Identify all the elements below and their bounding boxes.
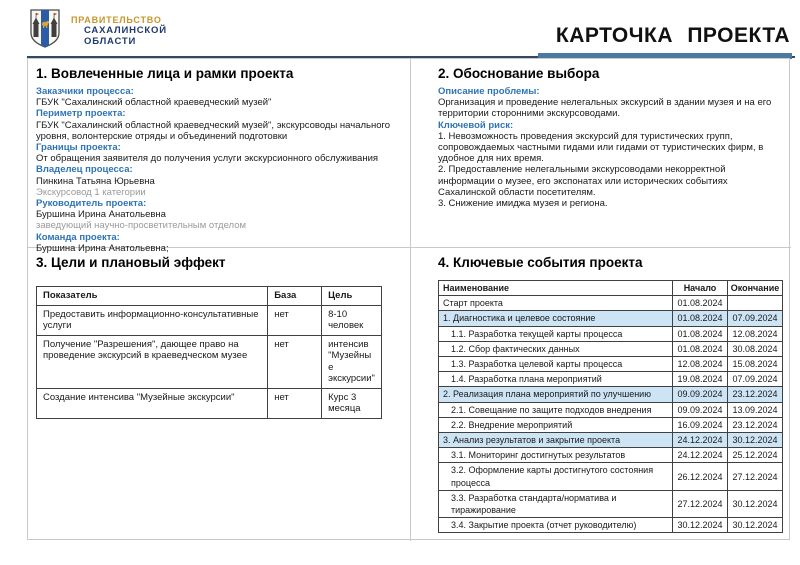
org-name-line3: ОБЛАСТИ: [84, 36, 137, 47]
event-name: 1.1. Разработка текущей карты процесса: [439, 326, 673, 341]
table-row: [439, 402, 783, 417]
events-table: [438, 280, 783, 533]
event-name: 3.1. Мониторинг достигнутых результатов: [439, 448, 673, 463]
event-name: 3.4. Закрытие проекта (отчет руководителю): [439, 518, 673, 533]
event-start: 26.12.2024: [673, 463, 728, 490]
event-end: 30.08.2024: [728, 341, 783, 356]
field-label: Команда проекта:: [36, 231, 120, 243]
section-goals: [28, 248, 411, 541]
sakhalin-coat-of-arms-icon: [28, 8, 62, 48]
table-row: [439, 463, 783, 490]
goal-indicator: Создание интенсива "Музейные экскурсии": [37, 388, 268, 418]
event-end: 30.12.2024: [728, 518, 783, 533]
table-row: [439, 326, 783, 341]
org-name-line2: САХАЛИНСКОЙ: [84, 25, 167, 36]
field-label: Периметр проекта:: [36, 108, 126, 120]
field-label: Руководитель проекта:: [36, 198, 147, 210]
event-name: 1.2. Сбор фактических данных: [439, 341, 673, 356]
goals-header-indicator: Показатель: [37, 287, 268, 306]
table-row: [439, 296, 783, 311]
event-name: 1. Диагностика и целевое состояние: [439, 311, 673, 326]
goals-header-target: Цель: [322, 287, 382, 306]
goal-base: нет: [268, 388, 322, 418]
section3-title: 3. Цели и плановый эффект: [36, 255, 226, 270]
table-row-phase: [439, 311, 783, 326]
event-name: Старт проекта: [439, 296, 673, 311]
goal-indicator: Предоставить информационно-консультативные услуги: [37, 305, 268, 335]
event-name: 2.2. Внедрение мероприятий: [439, 417, 673, 432]
goal-base: нет: [268, 305, 322, 335]
project-card-grid: [27, 58, 790, 540]
field-label: Владелец процесса:: [36, 164, 133, 176]
table-row: [439, 417, 783, 432]
section4-title: 4. Ключевые события проекта: [438, 255, 643, 270]
table-row: [439, 357, 783, 372]
section-involved-persons: [28, 59, 411, 254]
field-label: Границы проекта:: [36, 142, 121, 154]
goal-target: интенсив "Музейные экскурсии": [322, 335, 382, 388]
event-start: 01.08.2024: [673, 341, 728, 356]
table-row: [439, 490, 783, 517]
event-start: 09.09.2024: [673, 387, 728, 402]
event-end: 30.12.2024: [728, 490, 783, 517]
events-header-start: Начало: [673, 281, 728, 296]
event-start: 24.12.2024: [673, 448, 728, 463]
event-end: 07.09.2024: [728, 311, 783, 326]
section1-title: 1. Вовлеченные лица и рамки проекта: [36, 66, 294, 81]
event-start: 30.12.2024: [673, 518, 728, 533]
event-end: 13.09.2024: [728, 402, 783, 417]
risk-item: 2. Предоставление нелегальными экскурсоводами некорректной информации о музее, его экспонатах или исторических событиях Сахалинской области посетителям.: [438, 164, 728, 198]
event-name: 3.3. Разработка стандарта/норматива и тиражирование: [439, 490, 673, 517]
event-name: 3. Анализ результатов и закрытие проекта: [439, 433, 673, 448]
field-value: ГБУК "Сахалинский областной краеведческий музей": [36, 97, 272, 109]
event-start: 12.08.2024: [673, 357, 728, 372]
table-row-phase: [439, 433, 783, 448]
event-start: 01.08.2024: [673, 326, 728, 341]
field-note: заведующий научно-просветительным отделом: [36, 220, 247, 232]
event-name: 1.4. Разработка плана мероприятий: [439, 372, 673, 387]
goals-header-base: База: [268, 287, 322, 306]
event-start: 01.08.2024: [673, 296, 728, 311]
event-end: 23.12.2024: [728, 387, 783, 402]
risk-item: 1. Невозможность проведения экскурсий для туристических групп, сопровождаемых частными гидами или гидами от туристических фирм, в удобное для них время.: [438, 130, 764, 165]
field-value: Пинкина Татьяна Юрьевна: [36, 175, 155, 187]
risk-label: Ключевой риск:: [438, 119, 514, 131]
event-start: 19.08.2024: [673, 372, 728, 387]
table-row: [439, 372, 783, 387]
goals-header-row: [37, 287, 382, 306]
event-end: [728, 296, 783, 311]
section2-title: 2. Обоснование выбора: [438, 66, 600, 81]
page-title: КАРТОЧКА ПРОЕКТА: [555, 24, 790, 47]
table-row: [439, 518, 783, 533]
event-start: 09.09.2024: [673, 402, 728, 417]
event-end: 27.12.2024: [728, 463, 783, 490]
event-start: 16.09.2024: [673, 417, 728, 432]
event-name: 3.2. Оформление карты достигнутого состояния процесса: [439, 463, 673, 490]
field-value: От обращения заявителя до получения услуги экскурсионного обслуживания: [36, 153, 379, 165]
field-value: Буршина Ирина Анатольевна;: [36, 242, 169, 254]
problem-label: Описание проблемы:: [438, 86, 540, 97]
field-value: ГБУК "Сахалинский областной краеведческий музей", экскурсоводы начального уровня, волонтерские отряды и объединений подготовки: [36, 119, 391, 142]
event-end: 07.09.2024: [728, 372, 783, 387]
event-end: 23.12.2024: [728, 417, 783, 432]
government-name: [71, 8, 167, 47]
event-name: 1.3. Разработка целевой карты процесса: [439, 357, 673, 372]
field-note: Экскурсовод 1 категории: [36, 186, 146, 198]
event-name: 2.1. Совещание по защите подходов внедрения: [439, 402, 673, 417]
problem-text: Организация и проведение нелегальных экскурсий в здании музея и на его территории сторонними экскурсоводами.: [438, 97, 772, 120]
risk-item: 3. Снижение имиджа музея и региона.: [438, 198, 608, 210]
table-row: [439, 341, 783, 356]
goal-base: нет: [268, 335, 322, 388]
event-end: 15.08.2024: [728, 357, 783, 372]
field-value: Буршина Ирина Анатольевна: [36, 209, 166, 221]
table-row: [37, 305, 382, 335]
events-header-end: Окончание: [728, 281, 783, 296]
table-row: [37, 388, 382, 418]
event-name: 2. Реализация плана мероприятий по улучшению: [439, 387, 673, 402]
section-key-events: [411, 248, 791, 541]
goal-target: 8-10 человек: [322, 305, 382, 335]
government-logo: [28, 8, 167, 48]
table-row-phase: [439, 387, 783, 402]
event-start: 01.08.2024: [673, 311, 728, 326]
event-start: 27.12.2024: [673, 490, 728, 517]
event-end: 12.08.2024: [728, 326, 783, 341]
events-header-name: Наименование: [439, 281, 673, 296]
org-name-line1: ПРАВИТЕЛЬСТВО: [71, 15, 162, 25]
section-justification: [411, 59, 791, 248]
goal-target: Курс 3 месяца: [322, 388, 382, 418]
table-row: [439, 448, 783, 463]
events-header-row: [439, 281, 783, 296]
event-start: 24.12.2024: [673, 433, 728, 448]
goals-table: [36, 286, 382, 419]
field-label: Заказчики процесса:: [36, 86, 134, 97]
goal-indicator: Получение "Разрешения", дающее право на проведение экскурсий в краеведческом музее: [37, 335, 268, 388]
event-end: 25.12.2024: [728, 448, 783, 463]
event-end: 30.12.2024: [728, 433, 783, 448]
table-row: [37, 335, 382, 388]
